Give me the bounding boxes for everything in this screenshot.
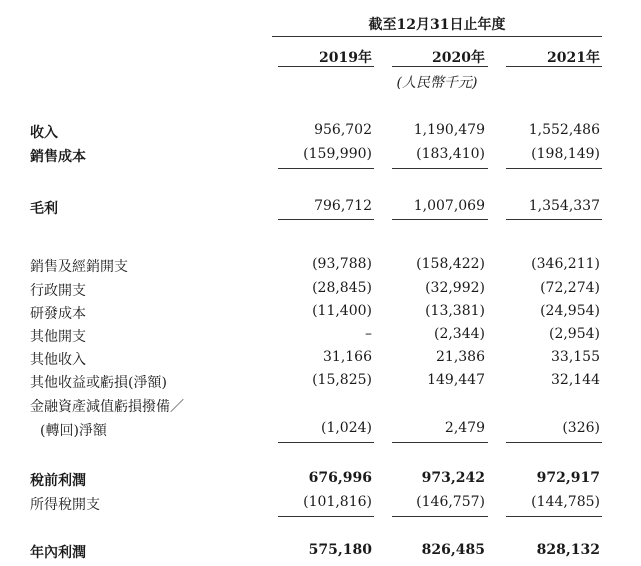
row-label: 所得稅開支 [30, 497, 100, 513]
row-value-2021: (326) [562, 420, 600, 436]
row-label: (轉回)淨額 [40, 423, 107, 439]
row-value-2019: (159,990) [303, 146, 372, 162]
row-label: 金融資產減值虧損撥備／ [30, 399, 184, 415]
subtotal-rule [278, 168, 374, 169]
subtotal-rule [392, 168, 488, 169]
row-value-2021: (198,149) [531, 146, 600, 162]
subtotal-rule [392, 442, 488, 443]
row-label: 其他開支 [30, 329, 86, 345]
total-rule [506, 219, 602, 220]
row-value-2019: (28,845) [312, 280, 372, 296]
row-value-2019: (15,825) [312, 372, 372, 388]
row-value-2020: (2,344) [433, 326, 485, 342]
subtotal-rule [392, 516, 488, 517]
row-value-2021: (24,954) [540, 303, 600, 319]
row-label: 收入 [30, 125, 58, 141]
row-value-2020: 2,479 [444, 420, 485, 436]
row-value-2020: (32,992) [425, 280, 485, 296]
row-label: 年內利潤 [30, 545, 86, 561]
row-value-2021: (72,274) [540, 280, 600, 296]
subtotal-rule [278, 442, 374, 443]
row-value-2020: (13,381) [425, 303, 485, 319]
row-label: 研發成本 [30, 306, 86, 322]
subtotal-rule [506, 442, 602, 443]
year-2021-rule [506, 66, 602, 67]
row-label: 行政開支 [30, 283, 86, 299]
row-value-2021: (144,785) [531, 494, 600, 510]
row-value-2020: 826,485 [421, 542, 485, 558]
row-value-2019: (93,788) [312, 256, 372, 272]
row-label: 銷售及經銷開支 [30, 259, 128, 275]
row-value-2019: 575,180 [308, 542, 372, 558]
row-value-2019: 31,166 [323, 349, 372, 365]
row-value-2021: (2,954) [548, 326, 600, 342]
row-value-2021: 972,917 [536, 470, 600, 486]
row-label: 毛利 [30, 201, 58, 217]
row-value-2020: (183,410) [416, 146, 485, 162]
row-label: 銷售成本 [30, 149, 86, 165]
row-value-2019: (101,816) [303, 494, 372, 510]
period-header: 截至12月31日止年度 [368, 17, 506, 33]
unit-label: (人民幣千元) [396, 75, 478, 91]
period-header-rule [272, 36, 602, 37]
row-value-2020: 149,447 [427, 372, 485, 388]
subtotal-rule [506, 516, 602, 517]
row-value-2021: 1,354,337 [528, 198, 600, 214]
year-2021-header: 2021年 [547, 50, 600, 66]
row-label: 稅前利潤 [30, 473, 86, 489]
total-rule [278, 219, 374, 220]
row-value-2021: 828,132 [536, 542, 600, 558]
row-value-2019: 676,996 [308, 470, 372, 486]
row-value-2021: (346,211) [531, 256, 600, 272]
row-value-2021: 1,552,486 [528, 122, 600, 138]
row-value-2019: (11,400) [312, 303, 372, 319]
row-value-2020: (158,422) [416, 256, 485, 272]
year-2020-header: 2020年 [432, 50, 485, 66]
total-rule [392, 219, 488, 220]
row-value-2019: 796,712 [314, 198, 372, 214]
row-value-2020: 1,190,479 [413, 122, 485, 138]
row-value-2021: 32,144 [551, 372, 600, 388]
year-2019-header: 2019年 [319, 50, 372, 66]
row-label: 其他收入 [30, 352, 86, 368]
row-label: 其他收益或虧損(淨額) [30, 375, 167, 391]
row-value-2019: – [365, 326, 372, 342]
row-value-2020: 1,007,069 [413, 198, 485, 214]
row-value-2019: 956,702 [314, 122, 372, 138]
year-2020-rule [392, 66, 488, 67]
row-value-2020: 21,386 [436, 349, 485, 365]
row-value-2020: 973,242 [421, 470, 485, 486]
subtotal-rule [506, 168, 602, 169]
subtotal-rule [278, 516, 374, 517]
row-value-2021: 33,155 [551, 349, 600, 365]
year-2019-rule [278, 66, 374, 67]
row-value-2019: (1,024) [320, 420, 372, 436]
row-value-2020: (146,757) [416, 494, 485, 510]
